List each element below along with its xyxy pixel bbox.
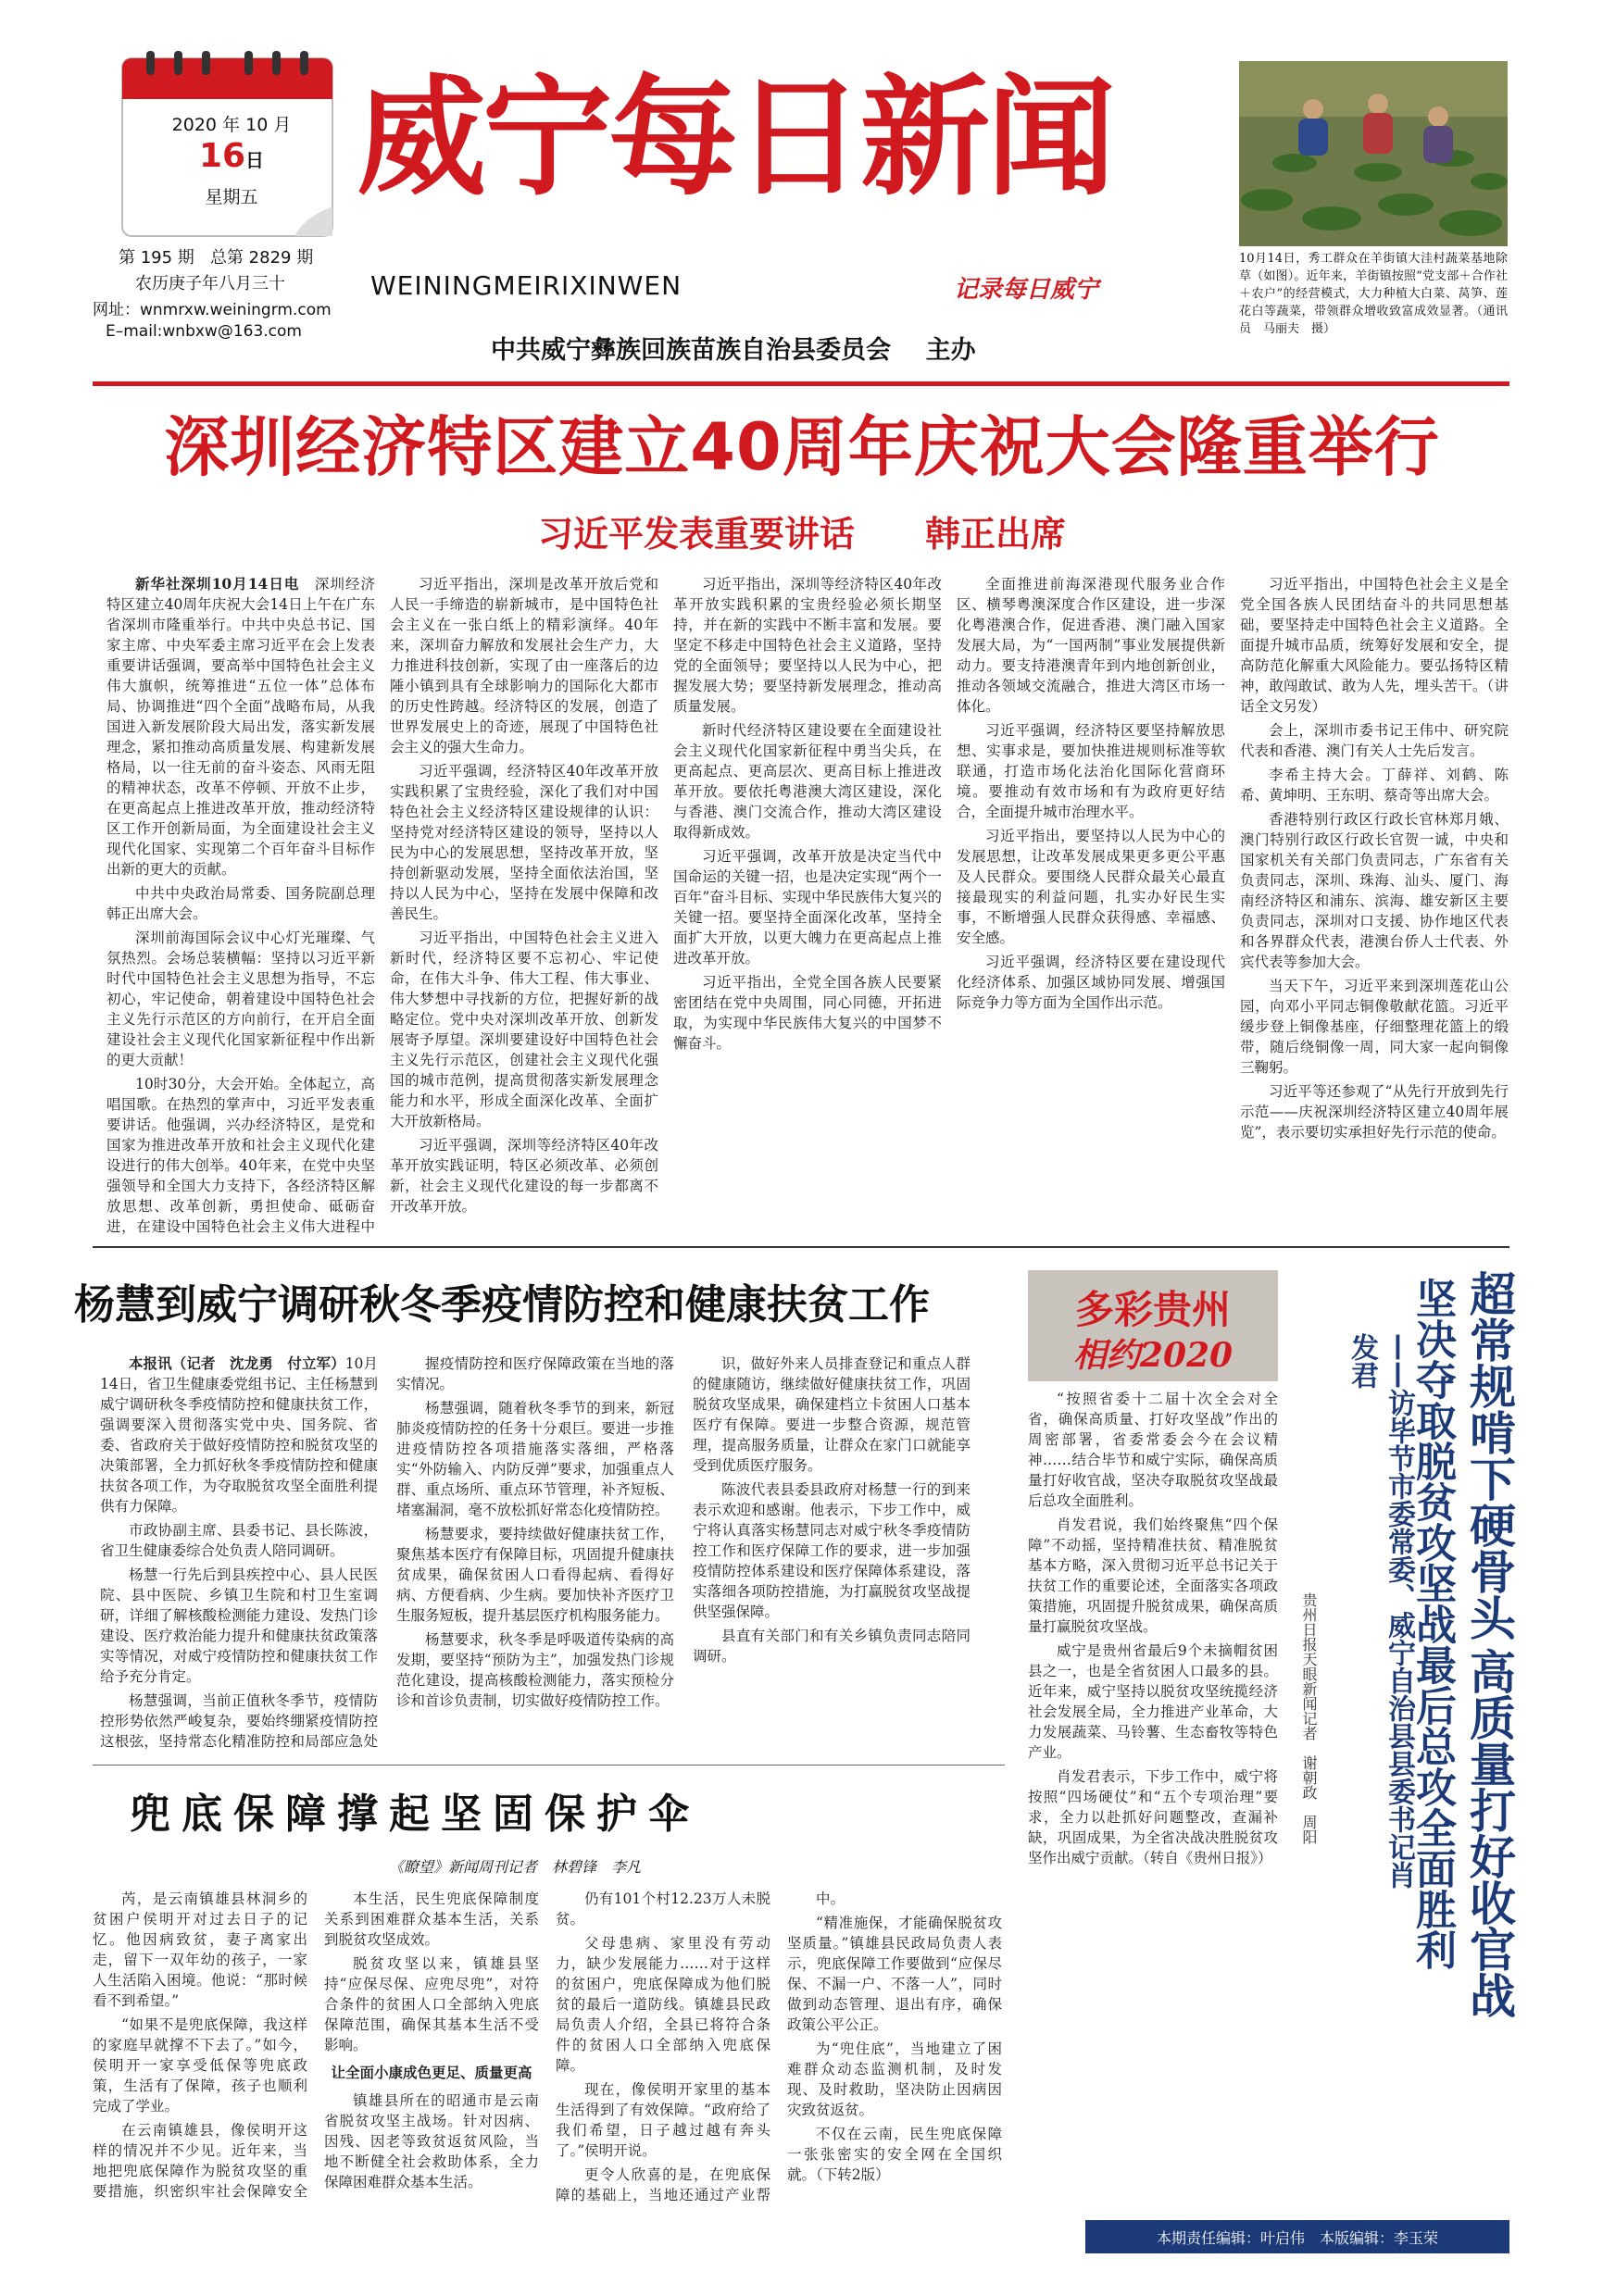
article-text: 镇雄县所在的昭通市是云南省脱贫攻坚主战场。针对因病、因残、因老等致贫返贫风险，当地不断健全社会救助体系，全力保障困难群众基本生活。 [324, 2092, 539, 2190]
article-paragraph [1028, 1766, 1278, 1868]
article-paragraph [1240, 1081, 1509, 1142]
masthead-photo [1239, 61, 1508, 246]
article-paragraph [556, 1889, 770, 1929]
article-text: 中共中央政治局常委、国务院副总理韩正出席大会。 [106, 885, 375, 922]
article-text: 习近平指出，全党全国各族人民要紧密团结在党中央周围，同心同德，开拓进取，为实现中华民族伟大复兴的中国梦不懈奋斗。 [673, 974, 942, 1052]
calendar-day [148, 137, 315, 175]
guizhou-banner-line1: 多彩贵州 [1074, 1287, 1231, 1332]
article-paragraph [100, 1520, 378, 1561]
masthead [0, 0, 1603, 426]
title-pinyin: WEININGMEIRIXINWEN [370, 270, 683, 301]
article-paragraph [1028, 1389, 1278, 1511]
article-paragraph [556, 2165, 770, 2203]
article-text: 威宁是贵州省最后9个未摘帽贫困县之一，也是全省贫困人口最多的县。近年来，威宁坚持以脱贫攻坚统揽经济社会发展全局，全力推进产业革命，大力发展蔬菜、马铃薯、生态畜牧等特色产业。 [1028, 1642, 1278, 1761]
article-paragraph [106, 574, 375, 880]
lead-column [1240, 574, 1509, 1236]
article-paragraph [390, 1135, 658, 1217]
article-dateline: 新华社深圳10月14日电 [135, 575, 300, 593]
article-paragraph [324, 2090, 539, 2192]
story3-body [93, 1889, 1005, 2203]
article-text: 习近平指出，中国特色社会主义是全党全国各族人民团结奋斗的共同思想基础，要坚持走中国特色社会主义道路。全面提升城市品质，统筹好发展和安全，提高防范化解重大风险能力。要弘扬特区精神，敢闯敢试、敢为人先，埋头苦干。（讲话全文另发） [1240, 576, 1509, 715]
story2-column [693, 1354, 971, 1753]
calendar-day-number: 16 [198, 137, 246, 175]
calendar-weekday: 星期五 [205, 187, 258, 207]
article-text: 为“兜住底”，当地建立了困难群众动态监测机制，及时发现、及时救助，坚决防止因病因灾致贫返贫。 [787, 2040, 1002, 2118]
sponsor: 中共威宁彝族回族苗族自治县委员会 主办 [491, 336, 976, 365]
article-paragraph [324, 1953, 539, 2055]
article-text: 父母患病、家里没有劳动力，缺少发展能力……对于这样的贫困户，兜底保障成为他们脱贫的最后一道防线。镇雄县民政局负责人介绍，全县已将符合条件的贫困人口全部纳入兜底保障。 [556, 1935, 770, 2074]
guizhou-title-col1: 超常规啃下硬骨头 [1462, 1270, 1516, 1641]
article-text: 肖发君表示，下步工作中，威宁将按照“四场硬仗”和“五个专项治理”要求，全力以赴抓好问题整改，查漏补缺，巩固成果，为全省决战决胜脱贫攻坚作出威宁贡献。（转自《贵州日报》） [1028, 1768, 1278, 1866]
article-paragraph [396, 1524, 674, 1626]
article-paragraph [93, 2015, 307, 2116]
article-paragraph [957, 826, 1225, 948]
article-paragraph [693, 1354, 971, 1476]
article-text: “如果不是兜底保障，我这样的家庭早就撑不下去了。”如今，侯明开一家享受低保等兜底政策，生活有了保障，孩子也顺利完成了学业。 [93, 2016, 307, 2115]
article-text: 深圳前海国际会议中心灯光璀璨、气氛热烈。会场总装横幅：坚持以习近平新时代中国特色社会主义思想为指导，不忘初心，牢记使命，朝着建设中国特色社会主义先行示范区的方向前行，在开启全面建设社会主义现代化国家新征程中作出新的更大贡献！ [106, 930, 375, 1068]
guizhou-column [1028, 1389, 1278, 2203]
article-paragraph [673, 846, 942, 968]
calendar-day-suffix: 日 [245, 149, 265, 171]
story3-byline: 《瞭望》新闻周刊记者 林碧锋 李凡 [389, 1858, 642, 1876]
article-text: 习近平指出，中国特色社会主义进入新时代，经济特区要不忘初心、牢记使命，在伟大斗争、伟大工程、伟大事业、伟大梦想中寻找新的方位，把握好新的战略定位。党中央对深圳改革开放、创新发展寄予厚望。深圳要建设好中国特色社会主义先行示范区，创建社会主义现代化强国的城市范例，提高贯彻落实新发展理念能力和水平，形成全面深化改革、全面扩大开放新格局。 [390, 930, 658, 1129]
slogan: 记录每日威宁 [954, 276, 1099, 304]
article-paragraph [693, 1626, 971, 1666]
lead-headline: 深圳经济特区建立40周年庆祝大会隆重举行 [164, 409, 1440, 485]
article-text: 肖发君说，我们始终聚焦“四个保障”不动摇，坚持精准扶贫、精准脱贫基本方略，深入贯彻习近平总书记关于扶贫工作的重要论述，全面落实各项政策措施，巩固提升脱贫成果，确保高质量打赢脱贫攻坚战。 [1028, 1516, 1278, 1635]
article-text: 本生活，民生兜底保障制度关系到困难群众基本生活，关系到脱贫攻坚成效。 [324, 1890, 539, 1948]
article-paragraph [957, 574, 1225, 717]
article-text: 习近平指出，要坚持以人民为中心的发展思想，让改革发展成果更多更公平惠及人民群众。要围绕人民群众最关心最直接最现实的利益问题，扎实办好民生实事，不断增强人民群众获得感、幸福感、安全感。 [957, 828, 1225, 946]
calendar-date-line: 2020 年 10 月 [171, 115, 292, 135]
article-paragraph [396, 1398, 674, 1520]
article-paragraph [100, 1691, 378, 1753]
lead-column [106, 574, 375, 1236]
article-text: 脱贫攻坚以来，镇雄县坚持“应保尽保、应兜尽兜”，对符合条件的贫困人口全部纳入兜底保障范围，确保其基本生活不受影响。 [324, 1955, 539, 2053]
article-paragraph [324, 1889, 539, 1950]
article-text: 当天下午，习近平来到深圳莲花山公园，向邓小平同志铜像敬献花篮。习近平缓步登上铜像基座，仔细整理花篮上的缎带，随后绕铜像一周，同大家一起向铜像三鞠躬。 [1240, 978, 1509, 1076]
story2-column [396, 1354, 674, 1753]
article-text: 李希主持大会。丁薛祥、刘鹤、陈希、黄坤明、王东明、蔡奇等出席大会。 [1240, 767, 1509, 804]
article-paragraph [556, 1933, 770, 2076]
story2-headline: 杨慧到威宁调研秋冬季疫情防控和健康扶贫工作 [74, 1281, 930, 1329]
article-text: 10月14日，省卫生健康委党组书记、主任杨慧到威宁调研秋冬季疫情防控和健康扶贫工作，强调要深入贯彻落实党中央、国务院、省委、省政府关于做好疫情防控和脱贫攻坚的决策部署，全力抓好秋冬季疫情防控和健康扶贫各项工作，为夺取脱贫攻坚全面胜利提供有力保障。 [100, 1355, 378, 1515]
article-text: 10时30分，大会开始。全体起立，高唱国歌。在热烈的掌声中，习近平发表重要讲话。他强调，兴办经济特区，是党和国家为推进改革开放和社会主义现代化建设进行的伟大创举。40年来，在党中央坚强领导和全国大力支持下，各经济特区解放思想、改革创新，勇担使命、砥砺奋进，在建设中国特色社会主义伟大进程中 [106, 1076, 375, 1235]
article-text: 会上，深圳市委书记王伟中、研究院代表和香港、澳门有关人士先后发言。 [1240, 722, 1509, 759]
story3-column [787, 1889, 1002, 2203]
footer-editor-credits: 本期责任编辑：叶启伟 本版编辑：李玉荣 [1156, 2229, 1438, 2247]
article-text: 不仅在云南，民生兜底保障一张张密实的安全网在全国织就。（下转2版） [787, 2126, 1002, 2183]
article-text: 杨慧强调，当前正值秋冬季节，疫情防控形势依然严峻复杂，要始终绷紧疫情防控这根弦，坚持常态化精准防控和局部应急处 [100, 1692, 378, 1750]
article-paragraph [1240, 809, 1509, 972]
article-paragraph [1240, 976, 1509, 1078]
story-divider [93, 1765, 1005, 1766]
story2-column [100, 1354, 378, 1753]
article-text: 习近平强调，经济特区40年改革开放实践积累了宝贵经验，深化了我们对中国特色社会主义经济特区建设规律的认识：坚持党对经济特区建设的领导，坚持以人民为中心的发展思想，坚持改革开放，坚持创新驱动发展，坚持全面依法治国，坚持以人民为中心，坚持在发展中保障和改善民生。 [390, 763, 658, 922]
article-text: 在云南镇雄县，像侯明开这样的情况并不少见。近年来，当地把兜底保障作为脱贫攻坚的重要措施，织密织牢社会保障安全 [93, 2122, 307, 2200]
article-paragraph [390, 928, 658, 1131]
guizhou-banner [1028, 1270, 1278, 1381]
footer-bar [1085, 2220, 1509, 2253]
article-text: “精准施保，才能确保脱贫攻坚质量。”镇雄县民政局负责人表示，兜底保障工作要做到“应保尽保、不漏一户、不落一人”，同时做到动态管理、退出有序，确保政策公平公正。 [787, 1915, 1002, 2033]
article-paragraph [1240, 720, 1509, 761]
article-text: 杨慧要求，秋冬季是呼吸道传染病的高发期，要坚持“预防为主”，加强发热门诊规范化建设，提高核酸检测能力，落实预检分诊和首诊负责制，切实做好疫情防控工作。 [396, 1631, 674, 1709]
article-text: 全面推进前海深港现代服务业合作区、横琴粤澳深度合作区建设，进一步深化粤港澳合作，促进香港、澳门融入国家发展大局，为“一国两制”事业发展提供新动力。要支持港澳青年到内地创新创业，推动各领域交流融合，推进大湾区市场一体化。 [957, 576, 1225, 715]
guizhou-title-col2: 高质量打好收官战 [1462, 1648, 1516, 2018]
article-paragraph [556, 2079, 770, 2161]
lead-column [390, 574, 658, 1236]
article-paragraph [957, 952, 1225, 1013]
article-paragraph [673, 720, 942, 842]
story3-column [324, 1889, 539, 2203]
guizhou-banner-line2: 相约2020 [1072, 1336, 1234, 1375]
lead-body [106, 574, 1509, 1236]
article-paragraph [1240, 765, 1509, 805]
guizhou-subtitle: ——访毕节市委常委、威宁自治县县委书记肖发君 [1346, 1333, 1415, 1889]
article-text: 习近平强调，经济特区要坚持解放思想、实事求是，要加快推进规则标准等软联通，打造市场化法治化国际化营商环境。要推动有效市场和有为政府更好结合，全面提升城市治理水平。 [957, 722, 1225, 820]
website: 网址：wnmrxw.weiningrm.com [93, 301, 332, 319]
article-paragraph [693, 1479, 971, 1622]
article-text: 习近平指出，深圳等经济特区40年改革开放实践积累的宝贵经验必须长期坚持，并在新的实践中不断丰富和发展。要坚定不移走中国特色社会主义道路，坚持党的全面领导；要坚持以人民为中心，把握发展大势；要坚持新发展理念，推动高质量发展。 [673, 576, 942, 715]
article-paragraph [106, 883, 375, 924]
article-text: 芮，是云南镇雄县林洞乡的贫困户侯明开对过去日子的记忆。他因病致贫，妻子离家出走，留下一双年幼的孩子，一家人生活陷入困境。他说：“那时候看不到希望。” [93, 1890, 307, 2009]
article-dateline: 本报讯（记者 沈龙勇 付立军） [129, 1354, 345, 1372]
article-text: 新时代经济特区建设要在全面建设社会主义现代化国家新征程中勇当尖兵，在更高起点、更高层次、更高目标上推进改革开放。要依托粤港澳大湾区建设，深化与香港、澳门交流合作，推动大湾区建设取得新成效。 [673, 722, 942, 841]
lead-column [673, 574, 942, 1236]
story3-column [93, 1889, 307, 2203]
article-subhead: 让全面小康成色更足、质量更高 [331, 2064, 532, 2081]
article-text: 杨慧一行先后到县疾控中心、县人民医院、县中医院、乡镇卫生院和村卫生室调研，详细了解核酸检测能力建设、发热门诊建设、医疗救治能力提升和健康扶贫政策落实等情况，对威宁疫情防控和健康扶贫工作给予充分肯定。 [100, 1566, 378, 1685]
article-paragraph [957, 720, 1225, 822]
article-paragraph [673, 574, 942, 717]
article-text: 县直有关部门和有关乡镇负责同志陪同调研。 [693, 1628, 971, 1665]
article-text: 仍有101个村12.23万人未脱贫。 [556, 1890, 770, 1928]
article-paragraph [100, 1354, 378, 1516]
article-paragraph [106, 1074, 375, 1236]
article-text: 习近平强调，改革开放是决定当代中国命运的关键一招，也是决定实现“两个一百年”奋斗目标、实现中华民族伟大复兴的关键一招。要坚持全面深化改革，坚持全面扩大开放，以更大魄力在更高起点上推进改革开放。 [673, 848, 942, 967]
lead-column [957, 574, 1225, 1236]
article-paragraph [787, 1889, 1002, 1909]
photo-caption: 10月14日，秀工群众在羊街镇大洼村蔬菜基地除草（如图）。近年来，羊街镇按照“党支部＋合作社＋农户”的经营模式，大力种植大白菜、莴笋、莲花白等蔬菜，带领群众增收致富成效显著。（通讯员 马丽夫 摄） [1239, 252, 1508, 336]
article-paragraph [396, 1629, 674, 1711]
article-text: 握疫情防控和医疗保障政策在当地的落实情况。 [396, 1355, 674, 1392]
story3-column [556, 1889, 770, 2203]
lead-subhead: 习近平发表重要讲话 韩正出席 [537, 514, 1066, 555]
article-text: 中。 [816, 1890, 845, 1907]
article-text: 更令人欣喜的是，在兜底保障的基础上，当地还通过产业帮 [556, 2166, 770, 2203]
story3-headline: 兜底保障撑起坚固保护伞 [130, 1791, 700, 1838]
article-text: 现在，像侯明开家里的基本生活得到了有效保障。“政府给了我们希望，日子越过越有奔头了。”侯明开说。 [556, 2081, 770, 2159]
article-text: 杨慧强调，随着秋冬季节的到来，新冠肺炎疫情防控的任务十分艰巨。要进一步推进疫情防控各项措施落实落细，严格落实“外防输入、内防反弹”要求，加强重点人群、重点场所、重点环节管理，补齐短板、堵塞漏洞，毫不放松抓好常态化疫情防控。 [396, 1400, 674, 1518]
article-paragraph [787, 2039, 1002, 2120]
story2-body [100, 1354, 989, 1753]
article-text: 识，做好外来人员排查登记和重点人群的健康随访，继续做好健康扶贫工作，巩固脱贫攻坚成果，确保建档立卡贫困人口基本医疗有保障。要进一步整合资源，规范管理，提高服务质量，让群众在家门口就能享受到优质医疗服务。 [693, 1355, 971, 1474]
article-paragraph [93, 2120, 307, 2203]
article-text: 深圳经济特区建立40周年庆祝大会14日上午在广东省深圳市隆重举行。中共中央总书记、国家主席、中央军委主席习近平在会上发表重要讲话强调，要高举中国特色社会主义伟大旗帜，统筹推进“五位一体”总体布局、协调推进“四个全面”战略布局，从我国进入新发展阶段大局出发，落实新发展理念，紧扣推动高质量发展、构建新发展格局，以一往无前的奋斗姿态、风雨无阻的精神状态，改革不停顿、开放不止步，在更高起点上推进改革开放，推动经济特区工作开创新局面，为全面建设社会主义现代化国家、实现第二个百年奋斗目标作出新的更大的贡献。 [106, 576, 375, 878]
article-paragraph [1028, 1641, 1278, 1763]
masthead-divider [93, 381, 1509, 386]
article-paragraph [673, 972, 942, 1054]
article-text: 习近平等还参观了“从先行开放到先行示范——庆祝深圳经济特区建立40周年展览”，表示要切实承担好先行示范的使命。 [1240, 1083, 1509, 1141]
article-paragraph [396, 1354, 674, 1394]
guizhou-byline: 贵州日报天眼新闻记者 谢朝政 周阳 [1300, 1592, 1318, 1844]
article-text: 习近平强调，深圳等经济特区40年改革开放实践证明，特区必须改革、必须创新，社会主义现代化建设的每一步都离不开改革开放。 [390, 1137, 658, 1215]
article-paragraph [1240, 574, 1509, 717]
article-paragraph [390, 574, 658, 757]
article-text: 习近平强调，经济特区要在建设现代化经济体系、加强区域协同发展、增强国际竞争力等方面为全国作出示范。 [957, 954, 1225, 1011]
email: E–mail:wnbxw@163.com [106, 322, 302, 341]
article-paragraph [1028, 1515, 1278, 1637]
article-paragraph [787, 1913, 1002, 2035]
section-divider [93, 1246, 1509, 1248]
guizhou-title-col3: 坚决夺取脱贫攻坚战最后总攻全面胜利 [1409, 1278, 1456, 1970]
article-paragraph [100, 1565, 378, 1687]
article-paragraph [787, 2124, 1002, 2185]
newspaper-title: 威宁每日新闻 [357, 63, 1113, 214]
issue-number: 第 195 期 总第 2829 期 [119, 248, 314, 268]
article-text: 香港特别行政区行政长官林郑月娥、澳门特别行政区行政长官贺一诚，中央和国家机关有关部门负责同志，广东省有关负责同志，深圳、珠海、汕头、厦门、海南经济特区和浦东、滨海、雄安新区主要负责同志，深圳对口支援、协作地区代表和各界群众代表，港澳台侨人士代表、外宾代表等参加大会。 [1240, 811, 1509, 970]
article-text: “按照省委十二届十次全会对全省，确保高质量、打好攻坚战”作出的周密部署，省委常委会今在会议精神……结合毕节和威宁实际，确保高质量打好收官战，坚决夺取脱贫攻坚战最后总攻全面胜利。 [1028, 1391, 1278, 1509]
article-paragraph [390, 761, 658, 924]
lunar-date: 农历庚子年八月三十 [135, 274, 285, 293]
article-paragraph [106, 928, 375, 1070]
article-text: 陈波代表县委县政府对杨慧一行的到来表示欢迎和感谢。他表示，下步工作中，威宁将认真落实杨慧同志对威宁秋冬季疫情防控工作和医疗保障工作的要求，进一步加强疫情防控体系建设和医疗保障体系建设，落实落细各项防控措施，为打赢脱贫攻坚战提供坚强保障。 [693, 1481, 971, 1620]
article-text: 杨慧要求，要持续做好健康扶贫工作，聚焦基本医疗有保障目标，巩固提升健康扶贫成果，确保贫困人口看得起病、看得好病、方便看病、少生病。要加快补齐医疗卫生服务短板，提升基层医疗机构服务能力。 [396, 1526, 674, 1624]
article-text: 习近平指出，深圳是改革开放后党和人民一手缔造的崭新城市，是中国特色社会主义在一张白纸上的精彩演绎。40年来，深圳奋力解放和发展社会生产力，大力推进科技创新，实现了由一座落后的边陲小镇到具有全球影响力的国际化大都市的历史性跨越。经济特区的发展，创造了世界发展史上的奇迹，展现了中国特色社会主义的强大生命力。 [390, 576, 658, 755]
article-text: 市政协副主席、县委书记、县长陈波，省卫生健康委综合处负责人陪同调研。 [100, 1522, 378, 1559]
article-paragraph [93, 1889, 307, 2011]
